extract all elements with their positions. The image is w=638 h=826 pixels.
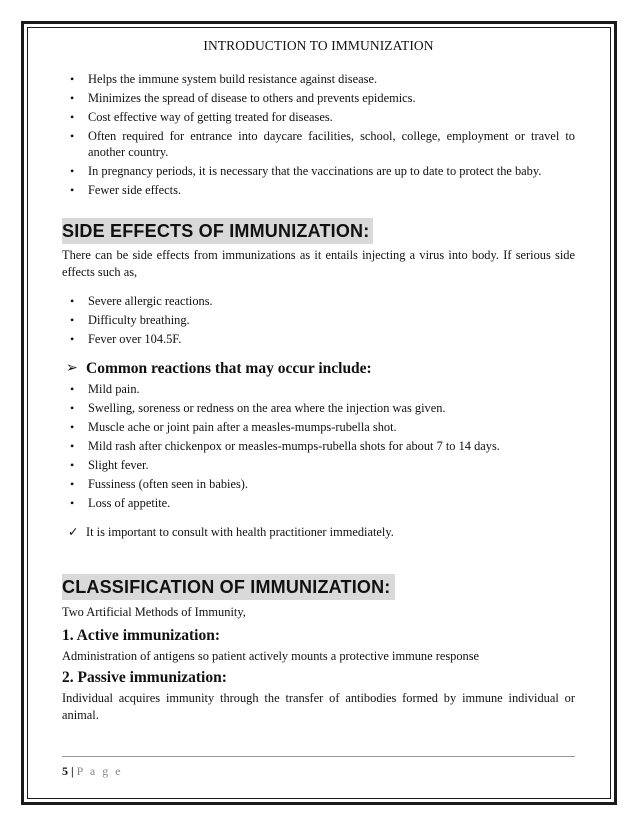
list-item: • Slight fever. [70, 458, 149, 472]
bullet-icon: • [70, 313, 75, 327]
page-number: 5 [62, 764, 68, 778]
list-item: • Fussiness (often seen in babies). [70, 477, 249, 491]
classification-title: CLASSIFICATION OF IMMUNIZATION: [62, 574, 395, 600]
bullet-icon: • [70, 91, 75, 105]
list-item: • Severe allergic reactions. [70, 294, 213, 308]
list-item: • Fever over 104.5F. [70, 332, 182, 346]
consult-advice: ✓ It is important to consult with health practitioner immediately. [68, 525, 394, 539]
bullet-icon: • [70, 477, 75, 491]
passive-immunization-text: Individual acquires immunity through the transfer of antibodies formed by immune individual or animal. [62, 691, 575, 722]
list-item: • Cost effective way of getting treated for diseases. [70, 110, 333, 124]
page-header: INTRODUCTION TO IMMUNIZATION [203, 38, 434, 53]
bullet-icon: • [70, 382, 75, 396]
list-item: • Loss of appetite. [70, 496, 171, 510]
serious-effects-list [62, 293, 575, 347]
checkmark-icon: ✓ [68, 525, 79, 539]
active-immunization-text: Administration of antigens so patient actively mounts a protective immune response [62, 649, 480, 663]
bullet-icon: • [70, 439, 75, 453]
bullet-icon: • [70, 420, 75, 434]
footer-divider [62, 756, 575, 757]
bullet-icon: • [70, 496, 75, 510]
list-item: • Often required for entrance into daycare facilities, school, college, employment or travel to another country. [70, 129, 575, 159]
list-item: • Mild rash after chickenpox or measles-mumps-rubella shots for about 7 to 14 days. [70, 439, 500, 453]
list-item: • Mild pain. [70, 382, 140, 396]
bullet-icon: • [70, 294, 75, 308]
footer-separator: | [71, 764, 74, 778]
classification-intro: Two Artificial Methods of Immunity, [62, 605, 246, 619]
side-effects-title: SIDE EFFECTS OF IMMUNIZATION: [62, 218, 373, 244]
common-reactions-list [62, 381, 575, 511]
page-word: P a g e [76, 764, 123, 778]
active-immunization-heading: 1. Active immunization: [62, 627, 220, 644]
bullet-icon: • [70, 164, 75, 178]
bullet-icon: • [70, 183, 75, 197]
benefits-list [62, 71, 575, 198]
page-content [62, 36, 575, 724]
list-item: • In pregnancy periods, it is necessary that the vaccinations are up to date to protect the baby. [70, 164, 542, 178]
list-item: • Minimizes the spread of disease to others and prevents epidemics. [70, 91, 416, 105]
side-effects-intro: There can be side effects from immunizations as it entails injecting a virus into body. If serious side effects such as, [62, 248, 575, 279]
arrow-bullet-icon: ➢ [66, 361, 78, 376]
bullet-icon: • [70, 401, 75, 415]
bullet-icon: • [70, 129, 75, 143]
bullet-icon: • [70, 72, 75, 86]
list-item: • Fewer side effects. [70, 183, 182, 197]
common-reactions-heading: ➢ Common reactions that may occur include: [66, 360, 372, 377]
list-item: • Muscle ache or joint pain after a measles-mumps-rubella shot. [70, 420, 397, 434]
list-item: • Swelling, soreness or redness on the area where the injection was given. [70, 401, 446, 415]
list-item: • Helps the immune system build resistance against disease. [70, 72, 378, 86]
passive-immunization-heading: 2. Passive immunization: [62, 669, 227, 686]
bullet-icon: • [70, 458, 75, 472]
bullet-icon: • [70, 332, 75, 346]
list-item: • Difficulty breathing. [70, 313, 190, 327]
page-footer [62, 764, 123, 779]
bullet-icon: • [70, 110, 75, 124]
